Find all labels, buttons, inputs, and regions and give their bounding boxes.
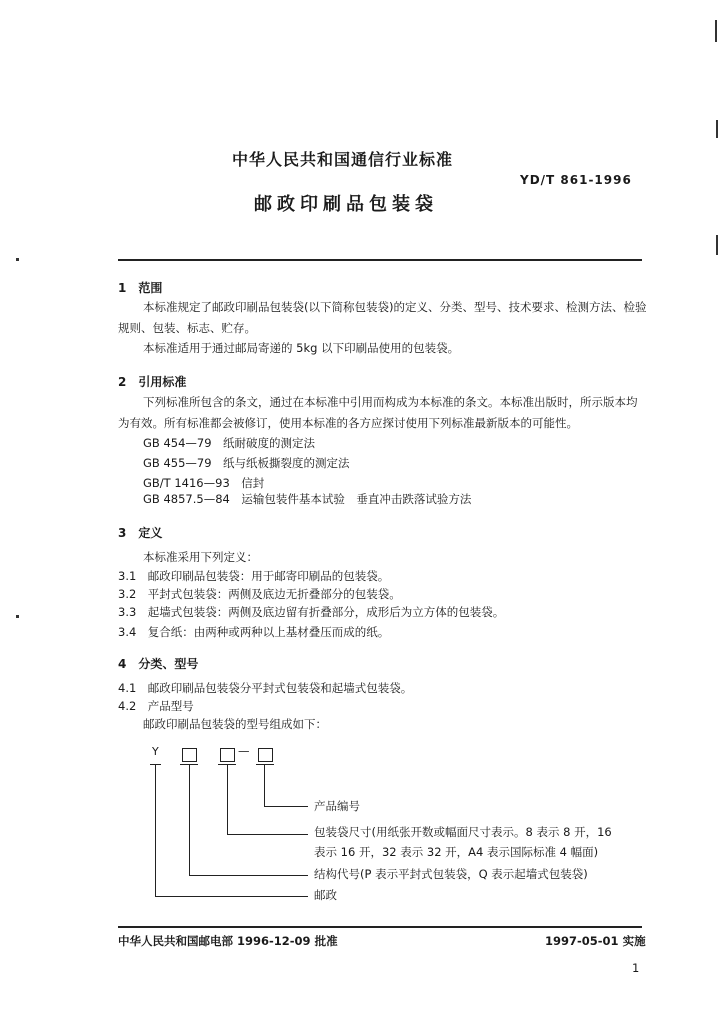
structure-leader [189,765,190,876]
section-2-heading: 2 引用标准 [118,375,187,389]
product-number-leader [264,806,308,807]
model-intro: 邮政印刷品包装袋的型号组成如下： [143,717,327,731]
issuing-body-title: 中华人民共和国通信行业标准 [232,150,454,169]
implementation-date: 1997-05-01 实施 [545,934,646,948]
definition-item: 3.2 平封式包装袋：两侧及底边无折叠部分的包装袋。 [118,587,401,601]
definition-item: 3.4 复合纸：由两种或两种以上基材叠压而成的纸。 [118,625,390,639]
section-2-paragraph-line: 为有效。所有标准都会被修订，使用本标准的各方应探讨使用下列标准最新版本的可能性。 [118,416,578,430]
size-leader [227,834,308,835]
section-3-intro: 本标准采用下列定义： [143,550,258,564]
standard-number: YD/T 861-1996 [520,173,632,187]
approval-line: 中华人民共和国邮电部 1996-12-09 批准 [118,934,338,948]
structure-code-box [182,748,197,762]
scan-mark [716,120,718,138]
size-label: 包装袋尺寸(用纸张开数或幅面尺寸表示。8 表示 8 开，16 [314,825,612,839]
classification-item: 4.2 产品型号 [118,699,194,713]
section-1-paragraph-line: 规则、包装、标志、贮存。 [118,321,256,335]
postal-leader [155,896,308,897]
reference-item: GB 4857.5—84 运输包装件基本试验 垂直冲击跌落试验方法 [143,492,472,506]
section-1-paragraph-line: 本标准规定了邮政印刷品包装袋(以下简称包装袋)的定义、分类、型号、技术要求、检测方法、检验 [143,300,647,314]
page-number: 1 [632,961,640,975]
postal-leader [155,765,156,897]
section-1-paragraph-line: 本标准适用于通过邮局寄递的 5kg 以下印刷品使用的包装袋。 [143,341,460,355]
scan-mark [716,235,718,255]
size-code-box [220,748,235,762]
header-rule [118,259,642,261]
product-number-box [258,748,273,762]
model-prefix-y: Y [152,745,159,758]
reference-item: GB 454—79 纸耐破度的测定法 [143,436,316,450]
section-2-paragraph-line: 下列标准所包含的条文，通过在本标准中引用而构成为本标准的条文。本标准出版时，所示版本均 [143,395,638,409]
section-4-heading: 4 分类、型号 [118,657,199,671]
size-label: 表示 16 开，32 表示 32 开，A4 表示国际标准 4 幅面) [314,845,599,859]
size-leader [227,765,228,835]
product-number-label: 产品编号 [314,799,360,813]
document-title: 邮政印刷品包装袋 [254,194,438,215]
classification-item: 4.1 邮政印刷品包装袋分平封式包装袋和起墙式包装袋。 [118,681,413,695]
scan-mark [16,258,19,261]
section-3-heading: 3 定义 [118,526,163,540]
footer-rule [118,926,642,928]
structure-label: 结构代号(P 表示平封式包装袋，Q 表示起墙式包装袋) [314,867,588,881]
structure-leader [189,875,308,876]
scan-mark [715,20,717,42]
definition-item: 3.3 起墙式包装袋：两侧及底边留有折叠部分，成形后为立方体的包装袋。 [118,605,505,619]
definition-item: 3.1 邮政印刷品包装袋：用于邮寄印刷品的包装袋。 [118,569,390,583]
reference-item: GB 455—79 纸与纸板撕裂度的测定法 [143,456,350,470]
postal-label: 邮政 [314,888,337,902]
model-dash: — [238,744,250,758]
section-1-heading: 1 范围 [118,281,163,295]
product-number-leader [264,765,265,807]
scan-mark [16,615,19,618]
reference-item: GB/T 1416—93 信封 [143,476,265,490]
